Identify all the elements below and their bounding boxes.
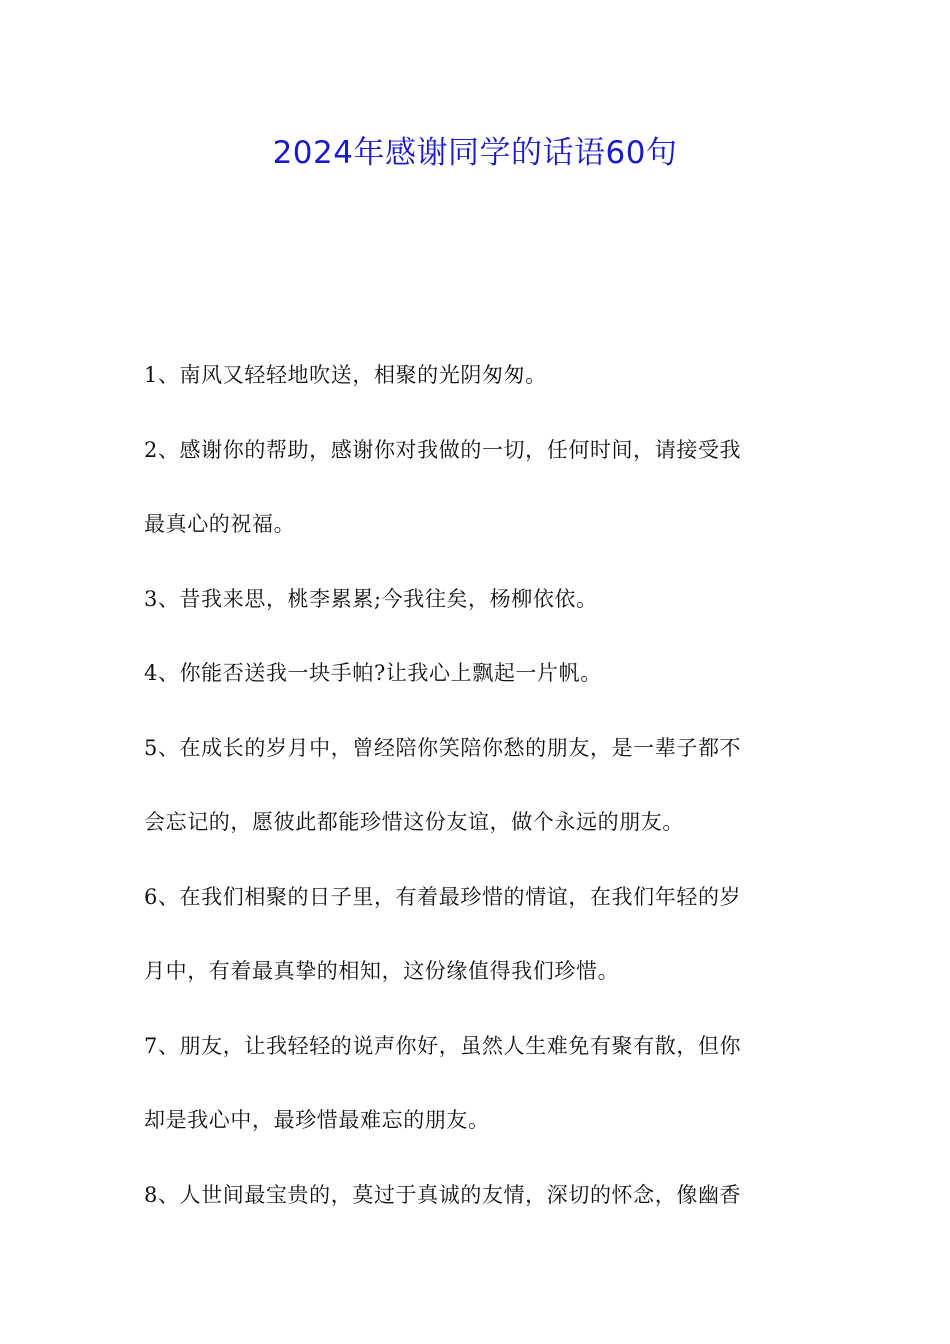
paragraph-7 bbox=[144, 1009, 812, 1158]
paragraph-1 bbox=[144, 338, 812, 413]
paragraph-line: 2、感谢你的帮助，感谢你对我做的一切，任何时间，请接受我 bbox=[144, 437, 742, 462]
paragraph-line: 5、在成长的岁月中，曾经陪你笑陪你愁的朋友，是一辈子都不 bbox=[144, 735, 742, 760]
document-body bbox=[144, 338, 812, 1232]
paragraph-5 bbox=[144, 711, 812, 860]
paragraph-line: 3、昔我来思，桃李累累;今我往矣，杨柳依依。 bbox=[144, 586, 598, 611]
paragraph-line: 最真心的祝福。 bbox=[144, 512, 296, 536]
document-title: 2024年感谢同学的话语60句 bbox=[272, 135, 678, 171]
paragraph-line: 8、人世间最宝贵的，莫过于真诚的友情，深切的怀念，像幽香 bbox=[144, 1182, 742, 1207]
paragraph-line: 却是我心中，最珍惜最难忘的朋友。 bbox=[144, 1108, 490, 1132]
paragraph-8 bbox=[144, 1158, 812, 1233]
paragraph-line: 4、你能否送我一块手帕?让我心上飘起一片帆。 bbox=[144, 661, 602, 685]
paragraph-3 bbox=[144, 562, 812, 637]
paragraph-line: 6、在我们相聚的日子里，有着最珍惜的情谊，在我们年轻的岁 bbox=[144, 884, 742, 909]
paragraph-line: 月中，有着最真挚的相知，这份缘值得我们珍惜。 bbox=[144, 959, 620, 983]
paragraph-2 bbox=[144, 413, 812, 562]
paragraph-line: 1、南风又轻轻地吹送，相聚的光阴匆匆。 bbox=[144, 363, 547, 387]
paragraph-line: 7、朋友，让我轻轻的说声你好，虽然人生难免有聚有散，但你 bbox=[144, 1033, 742, 1058]
paragraph-6 bbox=[144, 860, 812, 1009]
paragraph-4 bbox=[144, 636, 812, 711]
paragraph-line: 会忘记的，愿彼此都能珍惜这份友谊，做个永远的朋友。 bbox=[144, 810, 684, 834]
